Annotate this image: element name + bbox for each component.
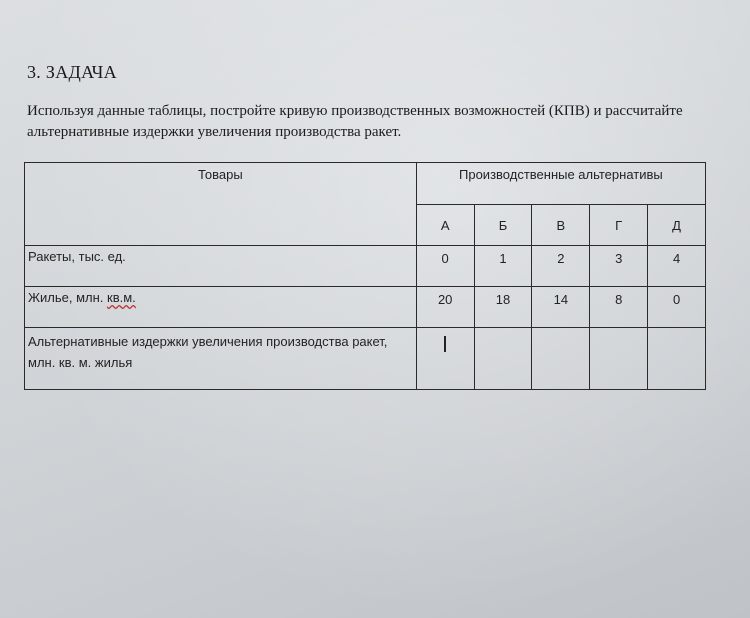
table-row-opportunity-cost (25, 328, 706, 390)
row-label-rockets: Ракеты, тыс. ед. (25, 246, 417, 287)
row-label-housing-main: Жилье, млн. (28, 290, 108, 305)
column-header-v: В (532, 205, 590, 246)
alternatives-table (24, 162, 706, 390)
table-cell[interactable]: 0 (416, 246, 474, 287)
column-header-a: А (416, 205, 474, 246)
table-cell[interactable]: 8 (590, 287, 648, 328)
task-title: 3. ЗАДАЧА (27, 62, 117, 82)
table-cell[interactable]: 14 (532, 287, 590, 328)
table-cell[interactable]: 0 (648, 287, 706, 328)
table-cell[interactable] (590, 328, 648, 390)
row-label-housing (25, 287, 417, 328)
table-cell[interactable]: 18 (474, 287, 532, 328)
column-header-d: Д (648, 205, 706, 246)
table-cell[interactable] (532, 328, 590, 390)
task-instruction: Используя данные таблицы, постройте кривую производственных возможностей (КПВ) и рассчитайте альтернативные издержки увеличения производства ракет. (27, 103, 683, 140)
alternatives-header: Производственные альтернативы (416, 163, 705, 205)
table-cell[interactable] (648, 328, 706, 390)
text-cursor (444, 336, 446, 352)
table-header-row (25, 163, 706, 205)
table-cell[interactable]: 2 (532, 246, 590, 287)
table-row-rockets (25, 246, 706, 287)
goods-header: Товары (25, 163, 417, 246)
table-cell-active[interactable] (416, 328, 474, 390)
table-cell[interactable] (474, 328, 532, 390)
column-header-b: Б (474, 205, 532, 246)
table-cell[interactable]: 20 (416, 287, 474, 328)
row-label-housing-unit: кв.м. (107, 290, 136, 305)
table-cell[interactable]: 3 (590, 246, 648, 287)
column-header-g: Г (590, 205, 648, 246)
table-row-housing (25, 287, 706, 328)
table-cell[interactable]: 4 (648, 246, 706, 287)
table-cell[interactable]: 1 (474, 246, 532, 287)
row-label-opportunity-cost: Альтернативные издержки увеличения производства ракет, млн. кв. м. жилья (25, 328, 417, 390)
